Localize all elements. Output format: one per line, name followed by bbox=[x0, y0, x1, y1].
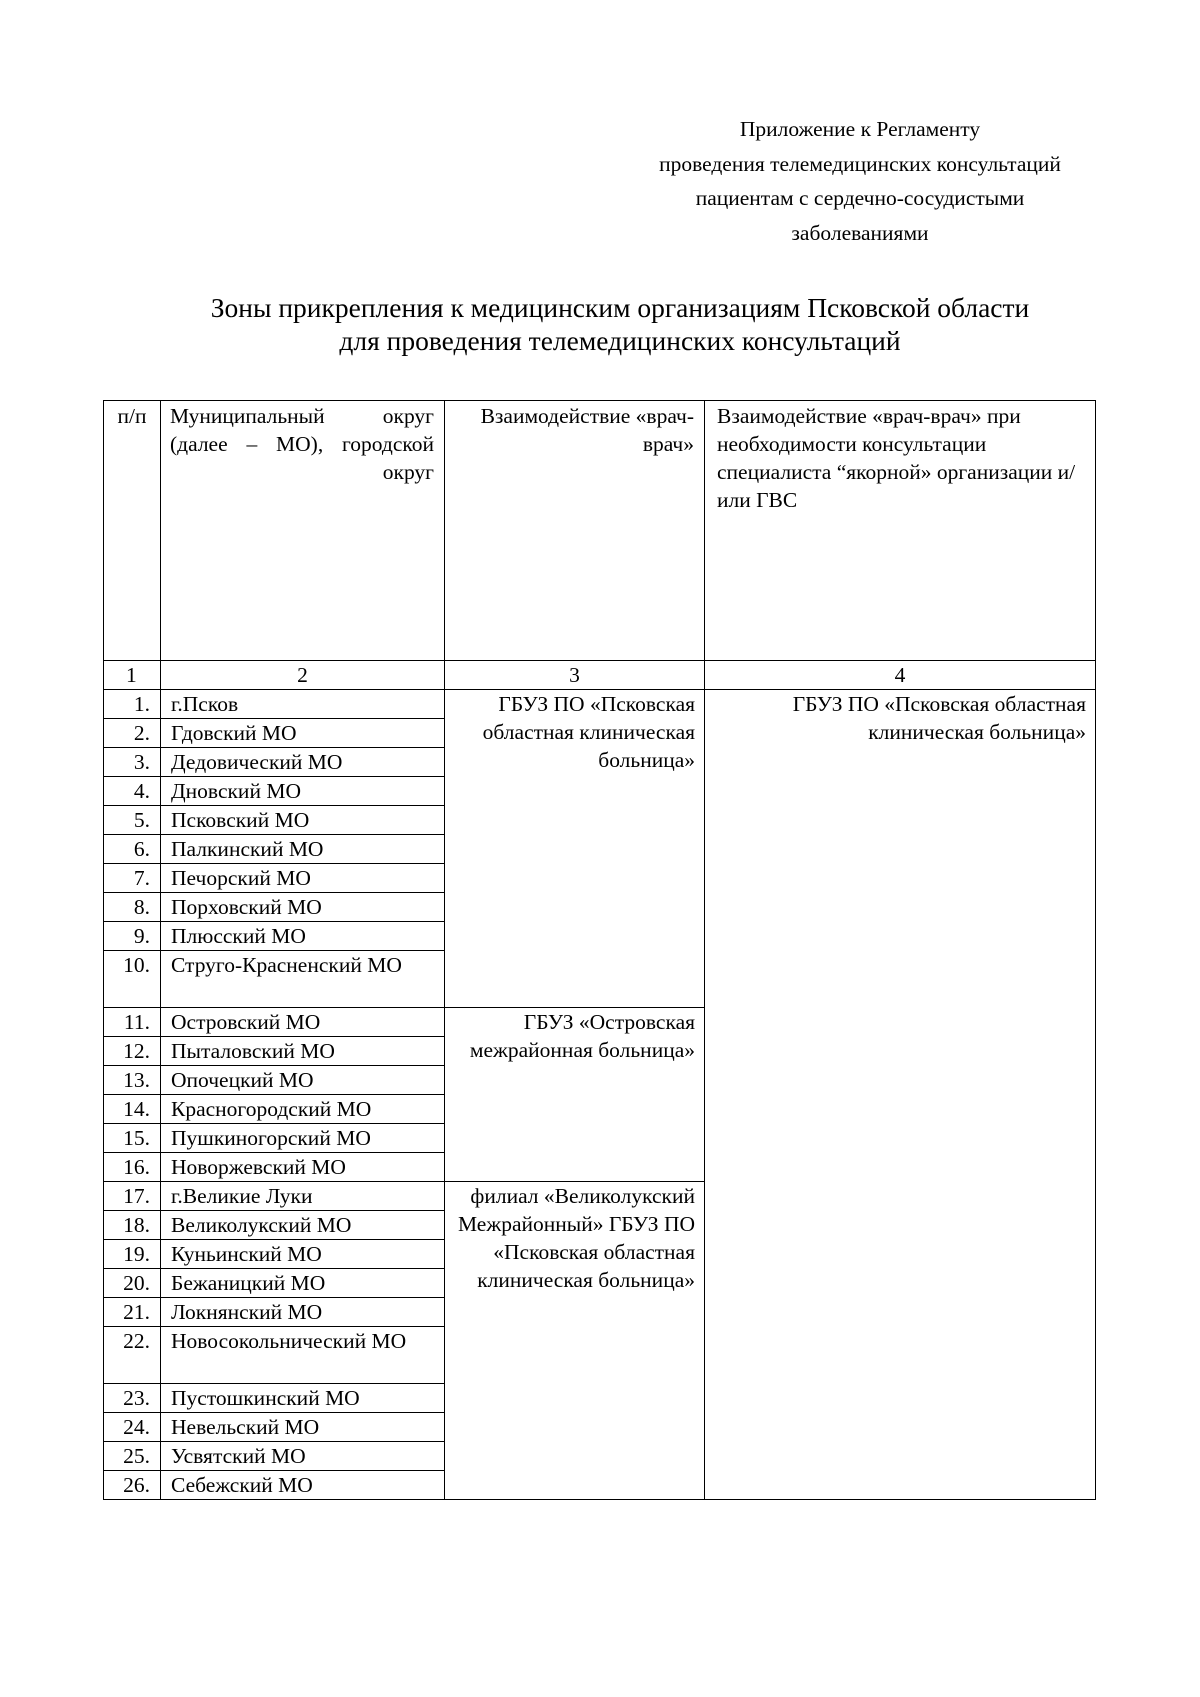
municipality-name: г.Великие Луки bbox=[161, 1182, 445, 1211]
municipality-name: Усвятский МО bbox=[161, 1442, 445, 1471]
municipality-name: Опочецкий МО bbox=[161, 1066, 445, 1095]
municipality-name: Плюсский МО bbox=[161, 922, 445, 951]
row-number: 21. bbox=[104, 1298, 161, 1327]
row-number: 23. bbox=[104, 1384, 161, 1413]
row-number: 26. bbox=[104, 1471, 161, 1500]
row-number: 1. bbox=[104, 690, 161, 719]
row-number: 3. bbox=[104, 748, 161, 777]
column-number: 4 bbox=[705, 661, 1096, 690]
municipality-name: Пустошкинский МО bbox=[161, 1384, 445, 1413]
row-number: 16. bbox=[104, 1153, 161, 1182]
row-number: 12. bbox=[104, 1037, 161, 1066]
appendix-line: заболеваниями bbox=[791, 220, 929, 245]
municipality-name: Великолукский МО bbox=[161, 1211, 445, 1240]
table-row bbox=[104, 690, 1096, 719]
municipality-name: Островский МО bbox=[161, 1008, 445, 1037]
doctor-doctor-organization: ГБУЗ ПО «Псковская областная клиническая больница» bbox=[445, 690, 705, 1008]
row-number: 25. bbox=[104, 1442, 161, 1471]
municipality-name: Печорский МО bbox=[161, 864, 445, 893]
municipality-name: Порховский МО bbox=[161, 893, 445, 922]
row-number: 18. bbox=[104, 1211, 161, 1240]
municipality-name: Бежаницкий МО bbox=[161, 1269, 445, 1298]
row-number: 4. bbox=[104, 777, 161, 806]
title-line: для проведения телемедицинских консультаций bbox=[339, 325, 901, 356]
municipality-name: Новоржевский МО bbox=[161, 1153, 445, 1182]
row-number: 8. bbox=[104, 893, 161, 922]
municipality-name: Себежский МО bbox=[161, 1471, 445, 1500]
municipality-name: Новосокольнический МО bbox=[161, 1327, 445, 1384]
row-number: 24. bbox=[104, 1413, 161, 1442]
row-number: 17. bbox=[104, 1182, 161, 1211]
row-number: 10. bbox=[104, 951, 161, 1008]
row-number: 13. bbox=[104, 1066, 161, 1095]
municipality-name: Локнянский МО bbox=[161, 1298, 445, 1327]
appendix-note bbox=[600, 112, 1120, 250]
row-number: 5. bbox=[104, 806, 161, 835]
municipality-name: Невельский МО bbox=[161, 1413, 445, 1442]
row-number: 11. bbox=[104, 1008, 161, 1037]
municipality-name: г.Псков bbox=[161, 690, 445, 719]
appendix-line: Приложение к Регламенту bbox=[739, 117, 981, 141]
appendix-line: проведения телемедицинских консультаций bbox=[659, 151, 1061, 176]
municipality-name: Палкинский МО bbox=[161, 835, 445, 864]
row-number: 14. bbox=[104, 1095, 161, 1124]
column-number: 3 bbox=[445, 661, 705, 690]
municipality-name: Гдовский МО bbox=[161, 719, 445, 748]
row-number: 15. bbox=[104, 1124, 161, 1153]
doctor-doctor-organization: филиал «Великолукский Межрайонный» ГБУЗ ПО «Псковская областная клиническая больница» bbox=[445, 1182, 705, 1500]
column-numbers-row bbox=[104, 661, 1096, 690]
header-doctor-doctor: Взаимодействие «врач-врач» bbox=[445, 401, 705, 661]
header-number: п/п bbox=[104, 401, 161, 661]
column-number: 2 bbox=[161, 661, 445, 690]
row-number: 7. bbox=[104, 864, 161, 893]
attachment-zones-table bbox=[103, 400, 1096, 1500]
municipality-name: Дновский МО bbox=[161, 777, 445, 806]
municipality-name: Красногородский МО bbox=[161, 1095, 445, 1124]
anchor-organization: ГБУЗ ПО «Псковская областная клиническая больница» bbox=[705, 690, 1096, 1500]
row-number: 2. bbox=[104, 719, 161, 748]
header-row bbox=[104, 401, 1096, 661]
row-number: 19. bbox=[104, 1240, 161, 1269]
column-number: 1 bbox=[104, 661, 161, 690]
doctor-doctor-organization: ГБУЗ «Островская межрайонная больница» bbox=[445, 1008, 705, 1182]
municipality-name: Псковский МО bbox=[161, 806, 445, 835]
municipality-name: Дедовический МО bbox=[161, 748, 445, 777]
municipality-name: Струго-Красненский МО bbox=[161, 951, 445, 1008]
municipality-name: Пыталовский МО bbox=[161, 1037, 445, 1066]
row-number: 20. bbox=[104, 1269, 161, 1298]
document-title bbox=[90, 291, 1150, 357]
header-municipality: Муниципальный округ (далее – МО), городской округ bbox=[161, 401, 445, 661]
row-number: 9. bbox=[104, 922, 161, 951]
row-number: 6. bbox=[104, 835, 161, 864]
municipality-name: Куньинский МО bbox=[161, 1240, 445, 1269]
header-anchor-consultation: Взаимодействие «врач-врач» при необходимости консультации специалиста “якорной» организации и/или ГВС bbox=[705, 401, 1096, 661]
title-line: Зоны прикрепления к медицинским организациям Псковской области bbox=[210, 292, 1030, 323]
municipality-name: Пушкиногорский МО bbox=[161, 1124, 445, 1153]
row-number: 22. bbox=[104, 1327, 161, 1384]
appendix-line: пациентам с сердечно-сосудистыми bbox=[695, 186, 1025, 210]
